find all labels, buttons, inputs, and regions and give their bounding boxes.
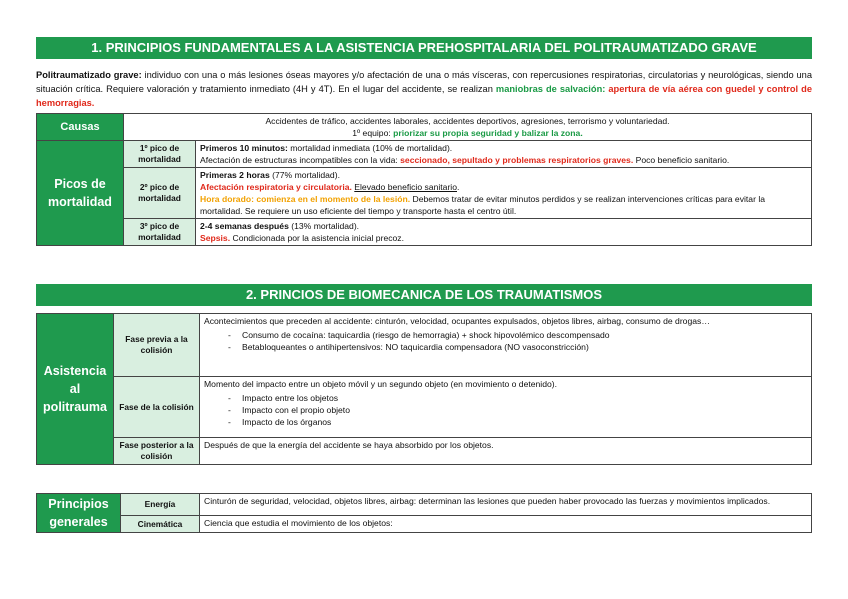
causas-line2-highlight: priorizar su propia seguridad y balizar la zona. [393, 128, 583, 138]
pico2-row [37, 168, 812, 219]
pico2-line2: Afectación respiratoria y circulatoria. Elevado beneficio sanitario. [200, 182, 460, 192]
energia-text: Cinturón de seguridad, velocidad, objetos libres, airbag: determinan las lesiones que pueden haber provocado las fuerzas y movimientos implicados. [200, 494, 812, 516]
fase1-label: Fase previa a la colisión [114, 314, 200, 377]
pico2-orange: Hora dorado: comienza en el momento de la lesión. [200, 194, 411, 204]
pico1-bold: Primeros 10 minutos: [200, 143, 288, 153]
fase2-bullet-3: - Impacto de los órganos [242, 416, 807, 428]
fase1-bullets [204, 329, 807, 353]
pico2-line3 [200, 193, 807, 217]
fase2-text: Momento del impacto entre un objeto móvil y un segundo objeto (en movimiento o detenido). [204, 379, 558, 389]
intro-term: Politraumatizado grave: [36, 70, 142, 80]
intro-text: individuo con una o más lesiones óseas mayores y/o afectación de una o más vísceras, con repercusiones respiratorias, circulatorias y neurológicas, siendo una situación crítica. Requiere valoración y tratamiento inmediato (4H y 4T). En el lugar del accidente, se realizan [36, 70, 813, 94]
pico2-line1 [200, 169, 807, 181]
fase1-bullet-1: - Consumo de cocaína: taquicardia (riesgo de hemorragia) + shock hipovolémico descompensado [242, 329, 807, 341]
fase1-content [200, 314, 812, 377]
pico1-red: seccionado, sepultado y problemas respiratorios graves. [400, 155, 634, 165]
cinematica-label: Cinemática [121, 516, 200, 533]
energia-row [37, 494, 812, 516]
causas-label: Causas [37, 114, 124, 141]
principios-table [36, 493, 812, 533]
pico3-bold: 2-4 semanas después [200, 221, 289, 231]
pico2-label: 2º pico de mortalidad [124, 168, 196, 219]
section2-title: 2. PRINCIOS DE BIOMECANICA DE LOS TRAUMATISMOS [36, 284, 812, 306]
causas-row [37, 114, 812, 141]
energia-label: Energía [121, 494, 200, 516]
fase3-row [37, 438, 812, 465]
pico1-line1 [200, 142, 807, 154]
pico3-row [37, 219, 812, 246]
mortality-table [36, 113, 812, 246]
pico2-text: Debemos tratar de evitar minutos perdidos y se realizan intervenciones críticas para evitar la mortalidad. Se requiere un uso eficiente del tiempo y transporte hasta el centro útil. [200, 194, 766, 216]
pico3-line1 [200, 220, 807, 232]
fase2-bullets [204, 392, 807, 428]
fase2-content [200, 377, 812, 438]
pico2-red: Afectación respiratoria y circulatoria. [200, 182, 352, 192]
fase2-bullet-1: - Impacto entre los objetos [242, 392, 807, 404]
fase3-label: Fase posterior a la colisión [114, 438, 200, 465]
fase3-content: Después de que la energía del accidente se haya absorbido por los objetos. [200, 438, 812, 465]
pico3-label: 3º pico de mortalidad [124, 219, 196, 246]
pico3-line2 [200, 232, 807, 244]
pico1-rest: mortalidad inmediata (10% de mortalidad). [287, 143, 453, 153]
asistencia-label: Asistencia al politrauma [37, 314, 114, 465]
pico3-content [196, 219, 812, 246]
principios-label: Principios generales [37, 494, 121, 533]
cinematica-text: Ciencia que estudia el movimiento de los objetos: [200, 516, 812, 533]
intro-maneuvers: maniobras de salvación: [495, 84, 606, 94]
biomecanica-table [36, 313, 812, 465]
fase1-text: Acontecimientos que preceden al accidente: cinturón, velocidad, ocupantes expulsados, objetos libres, airbag, consumo de drogas… [204, 316, 710, 326]
pico3-text: Condicionada por la asistencia inicial precoz. [230, 233, 404, 243]
pico2-bold: Primeras 2 horas [200, 170, 270, 180]
pico3-red: Sepsis. [200, 233, 231, 243]
fase2-bullet-2: - Impacto con el propio objeto [242, 404, 807, 416]
intro-paragraph [36, 68, 812, 110]
section1-title: 1. PRINCIPIOS FUNDAMENTALES A LA ASISTENCIA PREHOSPITALARIA DEL POLITRAUMATIZADO GRAVE [36, 37, 812, 59]
pico3-rest: (13% mortalidad). [288, 221, 360, 231]
causas-line1: Accidentes de tráfico, accidentes laborales, accidentes deportivos, agresiones, terrorismo y voluntariedad. [265, 116, 670, 126]
picos-label: Picos de mortalidad [37, 141, 124, 246]
pico1-suffix: Poco beneficio sanitario. [633, 155, 730, 165]
pico2-content [196, 168, 812, 219]
fase1-row [37, 314, 812, 377]
pico1-label: 1º pico de mortalidad [124, 141, 196, 168]
causas-line2 [128, 127, 807, 139]
causas-cell [124, 114, 812, 141]
pico1-prefix: Afectación de estructuras incompatibles con la vida: [200, 155, 401, 165]
pico2-underlined: Elevado beneficio sanitario [354, 182, 457, 192]
causas-line2-prefix: 1º equipo: [352, 128, 394, 138]
pico1-row [37, 141, 812, 168]
pico2-rest: (77% mortalidad). [269, 170, 340, 180]
cinematica-row [37, 516, 812, 533]
fase2-row [37, 377, 812, 438]
intro-action: apertura de vía aérea con guedel y control de hemorragias. [36, 84, 812, 108]
fase2-label: Fase de la colisión [114, 377, 200, 438]
fase1-bullet-2: - Betabloqueantes o antihipertensivos: NO taquicardia compensadora (NO vasoconstricción) [242, 341, 807, 353]
pico1-content [196, 141, 812, 168]
pico1-line2 [200, 154, 807, 166]
